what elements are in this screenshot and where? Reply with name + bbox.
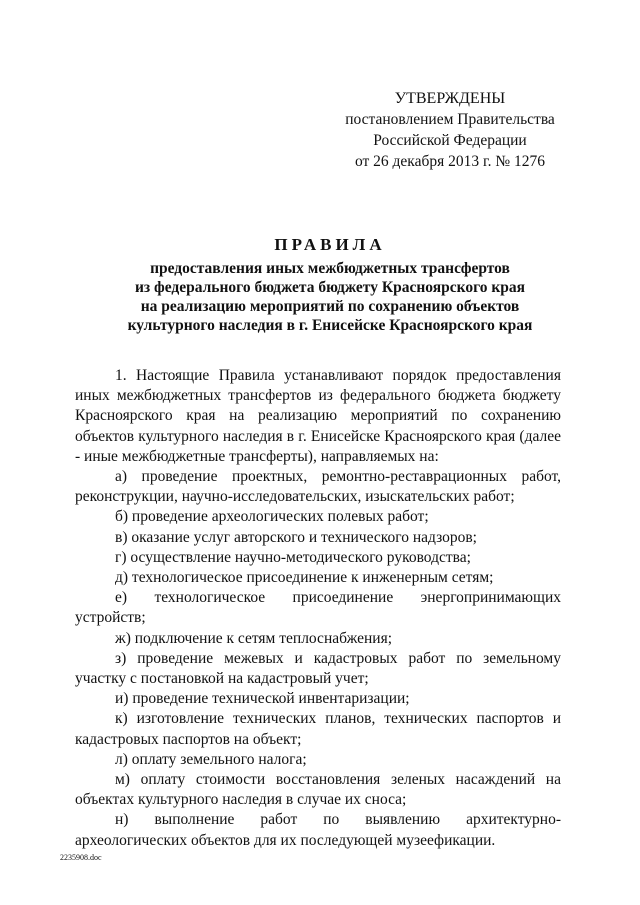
file-name-footer: 2235908.doc [60,853,102,862]
title-subline-2: из федерального бюджета бюджету Красноярского края [134,279,526,296]
list-item-g: г) осуществление научно-методического руководства; [115,548,471,566]
list-item-zh: ж) подключение к сетям теплоснабжения; [115,629,393,647]
list-item-z: з) проведение межевых и кадастровых работ по земельному участку с постановкой на кадастровый учет; [75,649,561,688]
list-item-v: в) оказание услуг авторского и технического надзоров; [115,528,477,546]
approval-stamp: УТВЕРЖДЕНЫ [394,90,506,107]
list-item-k: к) изготовление технических планов, технических паспортов и кадастровых паспортов на объект; [75,710,561,748]
approval-line-3: от 26 декабря 2013 г. № 1276 [354,153,546,170]
list-item-d: д) технологическое присоединение к инженерным сетям; [115,569,494,587]
approval-line-2: Российской Федерации [373,132,527,149]
list-item-i: и) проведение технической инвентаризации; [115,690,410,708]
list-item-e: е) технологическое присоединение энергопринимающих устройств; [75,589,561,627]
title-subline-3: на реализацию мероприятий по сохранению объектов [140,298,520,315]
title-subline-1: предоставления иных межбюджетных трансфертов [150,260,510,277]
list-item-l: л) оплату земельного налога; [115,750,307,768]
title-subline-4: культурного наследия в г. Енисейске Красноярского края [127,317,533,334]
paragraph-1: 1. Настоящие Правила устанавливают порядок предоставления иных межбюджетных трансфертов из федерального бюджета бюджету Красноярского края на реализацию мероприятий по сохранению объектов культурного наследия в г. Енисейске Красноярского края (далее - иные межбюджетные трансферты), направляемых на: [75,367,561,465]
document-title: ПРАВИЛА [274,235,386,254]
list-item-n: н) выполнение работ по выявлению архитектурно-археологических объектов для их последующей музеефикации. [75,811,561,849]
list-item-a: а) проведение проектных, ремонтно-реставрационных работ, реконструкции, научно-исследовательских, изыскательских работ; [75,468,561,506]
list-item-b: б) проведение археологических полевых работ; [115,508,429,526]
document-body [75,366,561,851]
approval-line-1: постановлением Правительства [345,111,555,128]
approval-block [330,88,570,172]
list-item-m: м) оплату стоимости восстановления зеленых насаждений на объектах культурного наследия в случае их сноса; [75,771,561,809]
document-title-block [60,235,600,335]
